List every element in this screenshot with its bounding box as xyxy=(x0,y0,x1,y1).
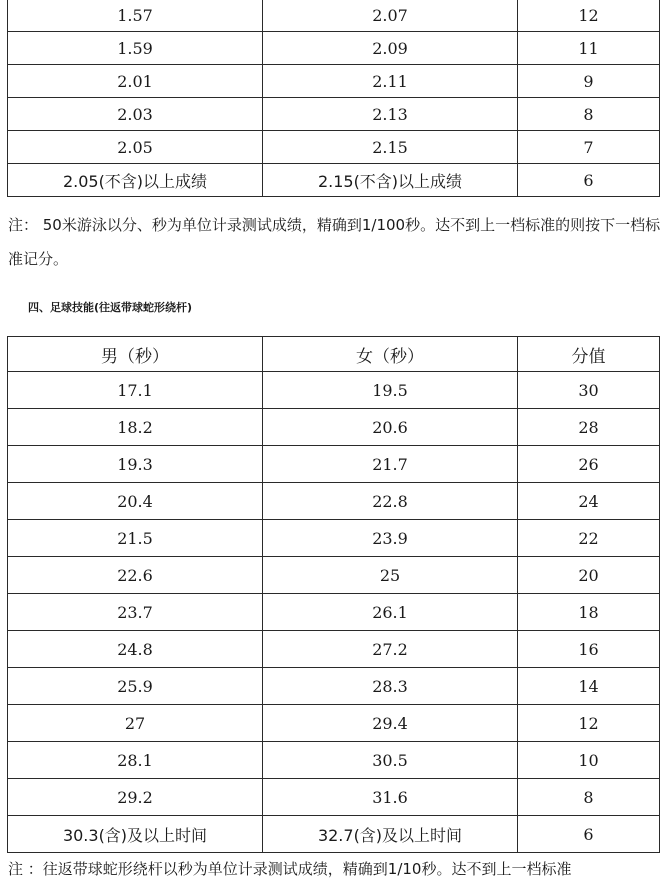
table-row xyxy=(8,816,660,853)
cell-male: 27 xyxy=(8,705,263,742)
swim-score-table xyxy=(7,0,660,197)
cell-female: 28.3 xyxy=(263,668,518,705)
table-row xyxy=(8,779,660,816)
cell-male: 2.01 xyxy=(8,65,263,98)
cell-score: 22 xyxy=(518,520,660,557)
cell-female: 31.6 xyxy=(263,779,518,816)
header-male: 男（秒） xyxy=(8,337,263,372)
cell-male: 19.3 xyxy=(8,446,263,483)
cell-male: 17.1 xyxy=(8,372,263,409)
cell-score: 30 xyxy=(518,372,660,409)
table-row xyxy=(8,594,660,631)
cell-male: 2.05 xyxy=(8,131,263,164)
table-row xyxy=(8,742,660,779)
table-row xyxy=(8,32,660,65)
cell-score: 11 xyxy=(518,32,660,65)
swim-table-body xyxy=(8,0,660,197)
cell-female: 2.07 xyxy=(263,0,518,32)
cell-score: 24 xyxy=(518,483,660,520)
table-row xyxy=(8,65,660,98)
cell-female: 23.9 xyxy=(263,520,518,557)
table-row xyxy=(8,164,660,197)
football-table-body xyxy=(8,372,660,853)
cell-score: 7 xyxy=(518,131,660,164)
cell-female: 2.15 xyxy=(263,131,518,164)
cell-score: 26 xyxy=(518,446,660,483)
cell-score: 6 xyxy=(518,164,660,197)
swim-note: 注： 50米游泳以分、秒为单位计录测试成绩，精确到1/100秒。达不到上一档标准的则按下一档标准记分。 xyxy=(8,216,661,268)
cell-score: 16 xyxy=(518,631,660,668)
table-row xyxy=(8,131,660,164)
cell-male: 23.7 xyxy=(8,594,263,631)
cell-female: 27.2 xyxy=(263,631,518,668)
table-row xyxy=(8,668,660,705)
table-row xyxy=(8,98,660,131)
table-row xyxy=(8,483,660,520)
cell-male: 28.1 xyxy=(8,742,263,779)
table-row xyxy=(8,631,660,668)
header-female: 女（秒） xyxy=(263,337,518,372)
table-row xyxy=(8,446,660,483)
table-header-row xyxy=(8,337,660,372)
table-row xyxy=(8,0,660,32)
cell-male: 21.5 xyxy=(8,520,263,557)
cell-male: 2.03 xyxy=(8,98,263,131)
cell-score: 18 xyxy=(518,594,660,631)
table-row xyxy=(8,557,660,594)
cell-male: 1.59 xyxy=(8,32,263,65)
cell-male: 1.57 xyxy=(8,0,263,32)
cell-score: 12 xyxy=(518,0,660,32)
cell-score: 10 xyxy=(518,742,660,779)
cell-female: 2.13 xyxy=(263,98,518,131)
cell-male: 20.4 xyxy=(8,483,263,520)
cell-female: 21.7 xyxy=(263,446,518,483)
cell-female: 2.15(不含)以上成绩 xyxy=(263,164,518,197)
football-score-table xyxy=(7,336,660,853)
cell-female: 20.6 xyxy=(263,409,518,446)
cell-male: 25.9 xyxy=(8,668,263,705)
cell-score: 12 xyxy=(518,705,660,742)
cell-female: 29.4 xyxy=(263,705,518,742)
cell-female: 2.11 xyxy=(263,65,518,98)
cell-female: 19.5 xyxy=(263,372,518,409)
cell-score: 20 xyxy=(518,557,660,594)
section-title: 四、足球技能(往返带球蛇形绕杆) xyxy=(28,301,193,314)
cell-score: 8 xyxy=(518,779,660,816)
cell-female: 22.8 xyxy=(263,483,518,520)
table-row xyxy=(8,372,660,409)
cell-score: 8 xyxy=(518,98,660,131)
cell-score: 6 xyxy=(518,816,660,853)
cell-female: 2.09 xyxy=(263,32,518,65)
cell-score: 14 xyxy=(518,668,660,705)
cell-female: 30.5 xyxy=(263,742,518,779)
cell-male: 2.05(不含)以上成绩 xyxy=(8,164,263,197)
cell-male: 22.6 xyxy=(8,557,263,594)
cell-male: 29.2 xyxy=(8,779,263,816)
cell-female: 26.1 xyxy=(263,594,518,631)
table-row xyxy=(8,705,660,742)
football-table-head xyxy=(8,337,660,372)
cell-male: 18.2 xyxy=(8,409,263,446)
football-note: 注 ：往返带球蛇形绕杆以秒为单位计录测试成绩，精确到1/10秒。达不到上一档标准 xyxy=(8,860,572,878)
table-row xyxy=(8,409,660,446)
cell-score: 9 xyxy=(518,65,660,98)
cell-male: 24.8 xyxy=(8,631,263,668)
header-score: 分值 xyxy=(518,337,660,372)
cell-score: 28 xyxy=(518,409,660,446)
cell-male: 30.3(含)及以上时间 xyxy=(8,816,263,853)
cell-female: 25 xyxy=(263,557,518,594)
table-row xyxy=(8,520,660,557)
cell-female: 32.7(含)及以上时间 xyxy=(263,816,518,853)
